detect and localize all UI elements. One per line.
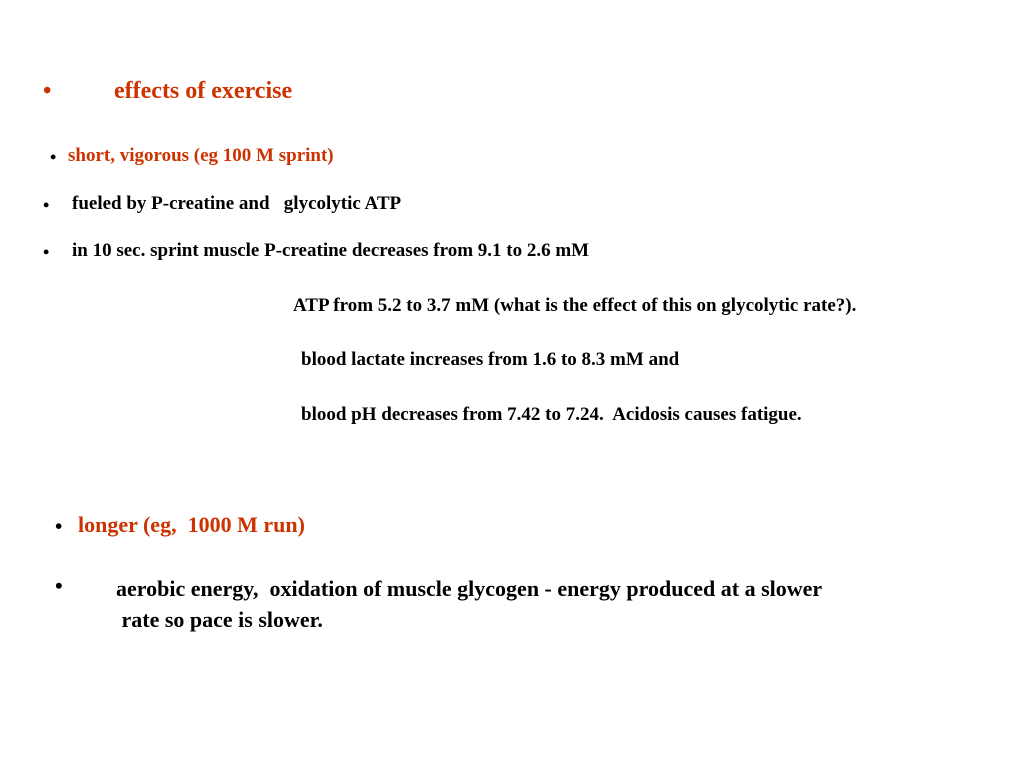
bullet-icon: • xyxy=(55,514,63,538)
bullet-icon: • xyxy=(50,147,57,167)
bullet-icon: • xyxy=(43,78,52,104)
bullet-icon: • xyxy=(55,573,63,598)
detail-atp: ATP from 5.2 to 3.7 mM (what is the effect of this on glycolytic rate?). xyxy=(293,295,857,316)
bullet-icon: • xyxy=(43,195,50,215)
bullet-icon: • xyxy=(43,242,50,262)
bullet-sprint-creatine: in 10 sec. sprint muscle P-creatine decreases from 9.1 to 2.6 mM xyxy=(72,240,590,261)
subheading-longer: longer (eg, 1000 M run) xyxy=(78,512,305,537)
detail-blood-ph: blood pH decreases from 7.42 to 7.24. Acidosis causes fatigue. xyxy=(301,404,802,425)
bullet-fueled-by: fueled by P-creatine and glycolytic ATP xyxy=(72,193,402,214)
detail-blood-lactate: blood lactate increases from 1.6 to 8.3 mM and xyxy=(301,349,680,370)
subheading-short-vigorous: short, vigorous (eg 100 M sprint) xyxy=(68,145,334,166)
slide-heading: effects of exercise xyxy=(114,78,293,104)
bullet-aerobic-energy: aerobic energy, oxidation of muscle glycogen - energy produced at a slower rate so pace is slower. xyxy=(116,576,823,632)
